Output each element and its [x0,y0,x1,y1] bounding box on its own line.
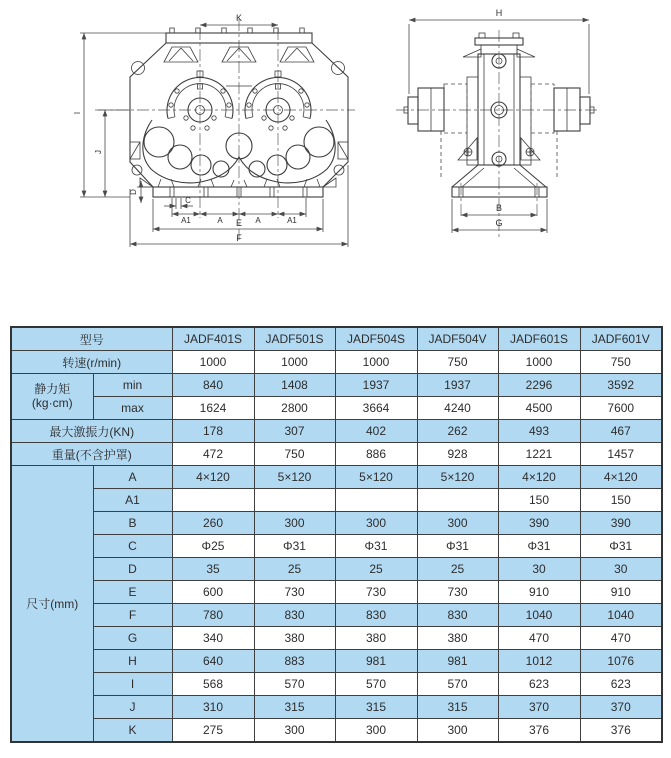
row-label [11,374,93,420]
cell: 730 [254,581,335,604]
model-name: JADF504S [335,327,417,351]
cell: 178 [172,420,254,443]
cell: 472 [172,443,254,466]
model-name: JADF401S [172,327,254,351]
cell: 7600 [580,397,662,420]
cell: 928 [417,443,498,466]
dim-label-a1-right: A1 [287,216,297,225]
cell: 1076 [580,650,662,673]
cell: 35 [172,558,254,581]
model-header-cell: 型号 [11,327,172,351]
dim-label-g: G [495,218,503,228]
cell: 910 [498,581,580,604]
cell: 470 [498,627,580,650]
cell: Φ31 [417,535,498,558]
cell: 750 [417,351,498,374]
cell: 910 [580,581,662,604]
cell: 1457 [580,443,662,466]
cell [335,489,417,512]
cell: 830 [335,604,417,627]
cell: 981 [335,650,417,673]
cell: 150 [580,489,662,512]
cell: 730 [335,581,417,604]
dim-label-j: J [94,150,103,154]
cell: 1000 [254,351,335,374]
cell: 30 [498,558,580,581]
table-row-dim-C [11,535,662,558]
cell: 4×120 [172,466,254,489]
table-row-dim-I [11,673,662,696]
cell [254,489,335,512]
cell: 376 [498,719,580,743]
cell: 623 [498,673,580,696]
sub-label-min: min [93,374,172,397]
row-label: 重量(不含护罩) [11,443,172,466]
cell: 830 [417,604,498,627]
table-row-dim-H [11,650,662,673]
table-row-header [11,327,662,351]
cell: 623 [580,673,662,696]
static-moment-unit: (kg·cm) [31,395,73,410]
cell: 886 [335,443,417,466]
model-name: JADF501S [254,327,335,351]
cell: 1040 [498,604,580,627]
dim-key: A1 [93,489,172,512]
cell: 840 [172,374,254,397]
dim-label-i: I [73,111,82,115]
cell: 883 [254,650,335,673]
cell: 260 [172,512,254,535]
cell: 750 [580,351,662,374]
cell: 4500 [498,397,580,420]
dim-label-a1-left: A1 [181,216,191,225]
cell: 376 [580,719,662,743]
cell: 1012 [498,650,580,673]
model-name: JADF601V [580,327,662,351]
cell: 340 [172,627,254,650]
cell: 390 [498,512,580,535]
dim-key: H [93,650,172,673]
dim-key: F [93,604,172,627]
cell: 5×120 [417,466,498,489]
cell: 830 [254,604,335,627]
cell: 730 [417,581,498,604]
cell: 1624 [172,397,254,420]
cell: 25 [254,558,335,581]
cell: 4×120 [580,466,662,489]
dim-label-a-left: A [217,216,223,225]
dim-label-f: F [236,233,242,243]
technical-drawing [0,0,671,312]
cell: 300 [254,512,335,535]
dim-label-d: D [129,189,138,195]
cell: 640 [172,650,254,673]
model-name: JADF504V [417,327,498,351]
dim-key: G [93,627,172,650]
cell: 600 [172,581,254,604]
dim-key: I [93,673,172,696]
table-row-static-moment-min [11,374,662,397]
cell: 570 [417,673,498,696]
cell: 470 [580,627,662,650]
dim-key: E [93,581,172,604]
cell: 493 [498,420,580,443]
model-name: JADF601S [498,327,580,351]
cell: 315 [335,696,417,719]
table-row-dim-D [11,558,662,581]
sub-label-max: max [93,397,172,420]
cell: 1937 [417,374,498,397]
cell [417,489,498,512]
dim-label-k: K [235,13,243,23]
cell: 380 [335,627,417,650]
cell: 2800 [254,397,335,420]
table-row-speed [11,351,662,374]
cell: 780 [172,604,254,627]
cell: 1000 [172,351,254,374]
table-row-dim-E [11,581,662,604]
static-moment-label: 静力矩 [34,381,71,396]
cell: 300 [417,719,498,743]
cell: Φ31 [335,535,417,558]
dim-label-b: B [495,203,503,213]
cell: 300 [335,719,417,743]
row-label: 转速(r/min) [11,351,172,374]
cell: 4240 [417,397,498,420]
table-row-dim-B [11,512,662,535]
cell: 1000 [335,351,417,374]
cell: 25 [335,558,417,581]
cell: 467 [580,420,662,443]
dim-key: B [93,512,172,535]
table-row-static-moment-max [11,397,662,420]
dim-key: J [93,696,172,719]
table-row-dim-K [11,719,662,743]
cell: 1937 [335,374,417,397]
table-row-dim-A1 [11,489,662,512]
table-row-max-force [11,420,662,443]
cell: 310 [172,696,254,719]
dim-key: A [93,466,172,489]
cell: 4×120 [498,466,580,489]
table-row-dim-A [11,466,662,489]
dim-label-h: H [495,8,503,18]
front-view [73,13,355,247]
cell: Φ25 [172,535,254,558]
cell: 1408 [254,374,335,397]
cell: 3592 [580,374,662,397]
cell: 570 [335,673,417,696]
cell: 380 [254,627,335,650]
table-row-weight [11,443,662,466]
cell: 300 [254,719,335,743]
cell: 402 [335,420,417,443]
dim-key: C [93,535,172,558]
cell: 300 [417,512,498,535]
cell: 1221 [498,443,580,466]
cell: 750 [254,443,335,466]
dim-label-a-right: A [255,216,261,225]
cell: 5×120 [335,466,417,489]
cell: 30 [580,558,662,581]
cell: 150 [498,489,580,512]
cell: 370 [580,696,662,719]
cell: 570 [254,673,335,696]
cell: 307 [254,420,335,443]
cell [172,489,254,512]
cell: Φ31 [254,535,335,558]
row-label: 最大激振力(KN) [11,420,172,443]
cell: 370 [498,696,580,719]
cell: Φ31 [580,535,662,558]
cell: 275 [172,719,254,743]
dim-label-e: E [235,218,243,228]
cell: 315 [254,696,335,719]
cell: 2296 [498,374,580,397]
side-view [396,8,600,240]
cell: 1040 [580,604,662,627]
dim-label-c: C [185,196,191,205]
cell: 568 [172,673,254,696]
table-row-dim-G [11,627,662,650]
cell: 5×120 [254,466,335,489]
cell: Φ31 [498,535,580,558]
cell: 25 [417,558,498,581]
cell: 300 [335,512,417,535]
dim-key: K [93,719,172,743]
cell: 315 [417,696,498,719]
table-row-dim-F [11,604,662,627]
cell: 981 [417,650,498,673]
cell: 390 [580,512,662,535]
dimensions-group-label: 尺寸(mm) [11,466,93,743]
spec-table [10,326,663,743]
cell: 262 [417,420,498,443]
cell: 3664 [335,397,417,420]
cell: 1000 [498,351,580,374]
table-row-dim-J [11,696,662,719]
dim-key: D [93,558,172,581]
cell: 380 [417,627,498,650]
